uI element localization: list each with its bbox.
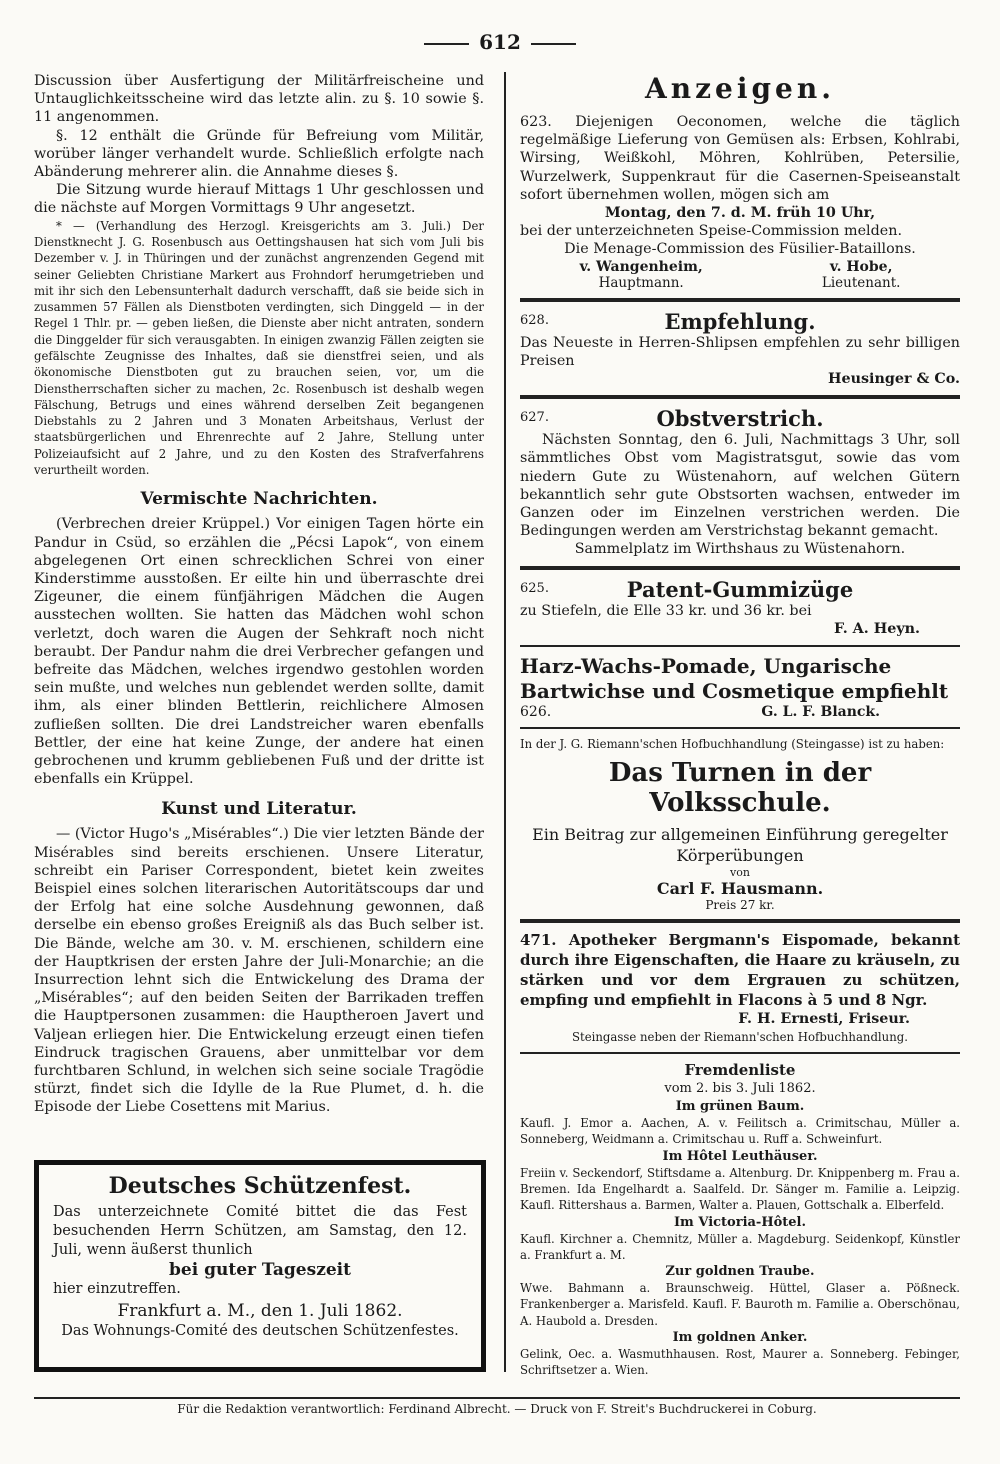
ad-625-title: Patent-Gummizüge [626, 576, 854, 602]
ad-625 [520, 577, 960, 602]
signature-2 [822, 259, 901, 291]
fremdenliste-guests-5: Gelink, Oec. a. Wasmuthhausen. Rost, Maurer a. Sonneberg. Febinger, Schriftsetzer a. Wien. [520, 1347, 960, 1378]
ad-623-text: bei der unterzeichneten Speise-Commission melden. [520, 223, 902, 240]
ad-628-firm: Heusinger & Co. [827, 371, 960, 388]
paragraph-sitzung: Die Sitzung wurde hierauf Mittags 1 Uhr geschlossen und die nächste auf Morgen Vormittags 9 Uhr angesetzt. [34, 182, 484, 217]
fremdenliste-guests-1: Kaufl. J. Emor a. Aachen, A. v. Feilitsch a. Crimitschau, Müller a. Sonneberg, Weidmann a. Crimitschau u. Ruff a. Schweinfurt. [520, 1116, 960, 1147]
header-rule-right [531, 43, 576, 45]
page-number: 612 [479, 30, 521, 54]
divider [520, 566, 960, 570]
fremdenliste-guests-3: Kaufl. Kirchner a. Chemnitz, Müller a. Magdeburg. Seidenkopf, Künstler a. Frankfurt a. M. [520, 1231, 960, 1262]
divider [520, 919, 960, 923]
book-subtitle: Ein Beitrag zur allgemeinen Einführung geregelter Körperübungen [532, 825, 948, 866]
left-column [34, 72, 484, 1117]
fremdenliste-guests-4: Wwe. Bahmann a. Braunschweig. Hüttel, Glaser a. Pößneck. Frankenberger a. Marisfeld. Kaufl. F. Bauroth m. Familie a. Oberschönau, A. Haubold a. Dresden. [520, 1281, 960, 1328]
ad-471-firm: F. H. Ernesti, Friseur. [738, 1011, 910, 1028]
ad-623-date: Montag, den 7. d. M. früh 10 Uhr, [604, 205, 876, 222]
signature-2-rank: Lieutenant. [821, 274, 901, 291]
paragraph-miserables: — (Victor Hugo's „Misérables“.) Die vier letzten Bände der Misérables sind bereits erschienen. Unsere Literatur, schreibt ein Pariser Correspondent, bietet kein zweites Beispiel eines solchen literarischen Autoritätscoups dar und der Erfolg hat eine solche Ausdehnung gewonnen, daß derselbe ein ebenso großes Ereigniß als das Buch selber ist. Die Bände, welche am 30. v. M. erschienen, schildern eine der Hauptkrisen der ersten Jahre der Juli-Monarchie; an die Insurrection lehnt sich die Entwickelung des Drama der „Misérables“; auf den beiden Seiten der Barrikaden treffen die Hauptpersonen zusammen: die Hauptheroen Javert und Valjean erliegen hier. Die Entwickelung erzeugt einen tiefen Eindruck tragischen Grauens, aber unmittelbar vor dem furchtbaren Schlund, in welchen sich seine sociale Tragödie stürzt, findet sich die Idylle de la Rue Plumet, d. h. die Episode der Liebe Cosettens mit Marius. [34, 826, 484, 1116]
fremdenliste-hotel-5: Im goldnen Anker. [672, 1330, 808, 1346]
page-header [0, 30, 1000, 54]
paragraph-kruppel: (Verbrechen dreier Krüppel.) Vor einigen Tagen hörte ein Pandur in Csüd, so erzählen die „Pécsi Lapok“, von einem abgelegenen Ort einen schrecklichen Schrei von einer Kinderstimme ausstoßen. Er eilte hin und überraschte drei Zigeuner, die einem fünfjährigen Mädchen die Augen ausstechen wollten. Sie hatten das Mädchen wohl schon verletzt, doch waren die Augen der Sehkraft noch nicht beraubt. Der Pandur nahm die drei Verbrecher gefangen und befreite das Mädchen, welches irgendwo gestohlen worden sein mußte, und welches nun geblendet werden sollte, damit ihm, als einer blinden Bettlerin, reichlichere Almosen zufließen sollten. Die drei Landstreicher waren ebenfalls Bettler, der eine hat keine Zunge, der andere hat einen gebrochenen und krumm gebliebenen Fuß und der dritte ist ebenfalls ein Krüppel. [34, 516, 484, 788]
ad-623: 623. Diejenigen Oeconomen, welche die täglich regelmäßige Lieferung von Gemüsen als: Erbsen, Kohlrabi, Wirsing, Weißkohl, Möhren, Kohlrüben, Petersilie, Wurzelwerk, Suppenkraut für die Casernen-Speiseanstalt sofort übernehmen wollen, mögen sich am [520, 114, 960, 203]
notice-signature: Das Wohnungs-Comité des deutschen Schützenfestes. [61, 1323, 459, 1339]
divider [520, 1052, 960, 1054]
ad-628-title: Empfehlung. [664, 308, 816, 334]
notice-date: Frankfurt a. M., den 1. Juli 1862. [117, 1301, 403, 1321]
ad-625-number: 625. [520, 580, 549, 596]
ads-heading: Anzeigen. [645, 72, 835, 105]
ad-625-firm: F. A. Heyn. [834, 620, 920, 637]
ad-626-number: 626. [520, 704, 552, 721]
fremdenliste-date: vom 2. bis 3. Juli 1862. [664, 1080, 816, 1096]
schuetzenfest-notice [34, 1160, 486, 1372]
divider [520, 727, 960, 729]
divider [520, 395, 960, 399]
book-title: Das Turnen in der Volksschule. [608, 758, 872, 819]
ad-628-text: Das Neueste in Herren-Shlipsen empfehlen zu sehr billigen Preisen [520, 334, 960, 369]
ad-626-firm: G. L. F. Blanck. [761, 704, 880, 721]
ad-627 [520, 406, 960, 431]
signature-2-name: v. Hobe, [829, 258, 893, 275]
notice-title: Deutsches Schützenfest. [108, 1173, 412, 1199]
fremdenliste-hotel-1: Im grünen Baum. [675, 1099, 805, 1115]
ad-627-meeting: Sammelplatz im Wirthshaus zu Wüstenahorn. [574, 541, 906, 558]
signature-1 [580, 259, 703, 291]
fremdenliste-hotel-3: Im Victoria-Hôtel. [673, 1214, 807, 1230]
book-intro: In der J. G. Riemann'schen Hofbuchhandlung (Steingasse) ist zu haben: [520, 737, 945, 752]
signature-1-rank: Hauptmann. [598, 274, 684, 291]
ad-625-text: zu Stiefeln, die Elle 33 kr. und 36 kr. bei [520, 602, 812, 619]
ad-627-title: Obstverstrich. [656, 406, 824, 432]
book-author: Carl F. Hausmann. [656, 879, 824, 899]
paragraph-militaer: Discussion über Ausfertigung der Militärfreischeine und Untauglichkeitsscheine wird das letzte alin. zu §. 10 sowie §. 11 angenommen. [34, 73, 484, 126]
fremdenliste-hotel-4: Zur goldnen Traube. [665, 1264, 815, 1280]
divider [520, 298, 960, 302]
notice-highlight: bei guter Tageszeit [169, 1260, 351, 1280]
book-von: von [730, 866, 750, 880]
header-rule-left [424, 43, 469, 45]
ad-471: 471. Apotheker Bergmann's Eispomade, bekannt durch ihre Eigenschaften, die Haare zu kräuseln, zu stärken und vor dem Ergrauen zu schützen, empfing und empfiehlt in Flacons à 5 und 8 Ngr. [520, 931, 960, 1010]
divider [520, 645, 960, 647]
column-divider [504, 72, 506, 1372]
ad-471-address: Steingasse neben der Riemann'schen Hofbuchhandlung. [572, 1029, 908, 1044]
paragraph-befreiung: §. 12 enthält die Gründe für Befreiung vom Militär, worüber länger verhandelt wurde. Schließlich erfolgte nach Abänderung mehrerer alin. die Annahme dieses §. [34, 127, 484, 181]
imprint-footer: Für die Redaktion verantwortlich: Ferdinand Albrecht. — Druck von F. Streit's Buchdruckerei in Coburg. [34, 1397, 960, 1416]
fremdenliste-hotel-2: Im Hôtel Leuthäuser. [662, 1148, 818, 1164]
section-heading-vermischtes: Vermischte Nachrichten. [140, 489, 378, 510]
notice-text: Das unterzeichnete Comité bittet die das Fest besuchenden Herrn Schützen, am Samstag, den 12. Juli, wenn äußerst thunlich [53, 1204, 467, 1258]
fremdenliste-guests-2: Freiin v. Seckendorf, Stiftsdame a. Altenburg. Dr. Knippenberg m. Frau a. Bremen. Ida Engelhardt a. Saalfeld. Dr. Sänger m. Familie a. Leipzig. Kaufl. Rittershaus a. Barmen, Walter a. Plauen, Gottschalk a. Elberfeld. [520, 1165, 960, 1213]
signature-1-name: v. Wangenheim, [579, 258, 703, 275]
ad-623-signatures [520, 259, 960, 291]
notice-text-2: hier einzutreffen. [53, 1281, 181, 1297]
ad-628-number: 628. [520, 312, 549, 328]
fremdenliste-title: Fremdenliste [684, 1060, 796, 1079]
ad-626-text: Harz-Wachs-Pomade, Ungarische Bartwichse und Cosmetique empfiehlt [520, 654, 949, 704]
ad-627-number: 627. [520, 410, 549, 426]
section-heading-kunst: Kunst und Literatur. [161, 799, 357, 820]
ad-623-commission: Die Menage-Commission des Füsilier-Bataillons. [564, 241, 916, 258]
ad-626-footer [520, 704, 960, 720]
ad-627-text: Nächsten Sonntag, den 6. Juli, Nachmittags 3 Uhr, soll sämmtliches Obst vom Magistratsgut, sowie das vom niedern Gute zu Wüstenahorn, auf welchen Gütern bekanntlich sehr gute Obstsorten wachsen, entweder im Ganzen oder im Einzelnen verstrichen werden. Die Bedingungen werden am Verstrichstag bekannt gemacht. [520, 432, 960, 540]
ad-628 [520, 309, 960, 334]
book-price: Preis 27 kr. [705, 898, 775, 913]
paragraph-kreisgericht: * — (Verhandlung des Herzogl. Kreisgerichts am 3. Juli.) Der Dienstknecht J. G. Rosenbusch aus Oettingshausen hat sich vom Juli bis Dezember v. J. in Thüringen und der zunächst angrenzenden Gegend mit seiner Geliebten Christiane Markert aus Frohndorf herumgetrieben und mit ihr sich den Lebensunterhalt dadurch verschafft, daß sie beide sich in zusammen 57 Fällen als Dienstboten verdingten, sich Dinggeld — in der Regel 1 Thlr. pr. — geben ließen, die Dienste aber nicht antraten, sondern die Dinggelder für sich verausgabten. In einigen zwanzig Fällen zeigten sie gefälschte Zeugnisse des Inhaltes, daß sie dienstfrei seien, und als ökonomische Dienstboten gut zu brauchen seien, vor, um die Dienstherrschaften sicher zu machen, 2c. Rosenbusch ist deshalb wegen Fälschung, Betrugs und eines während derselben Zeit begangenen Diebstahls zu 2 Jahren und 3 Monaten Arbeitshaus, Verlust der staatsbürgerlichen und Ehrenrechte auf 2 Jahre, Stellung unter Polizeiaufsicht auf 2 Jahre, und zu den Kosten des Strafverfahrens verurtheilt worden. [34, 218, 484, 478]
right-column [520, 72, 960, 1379]
